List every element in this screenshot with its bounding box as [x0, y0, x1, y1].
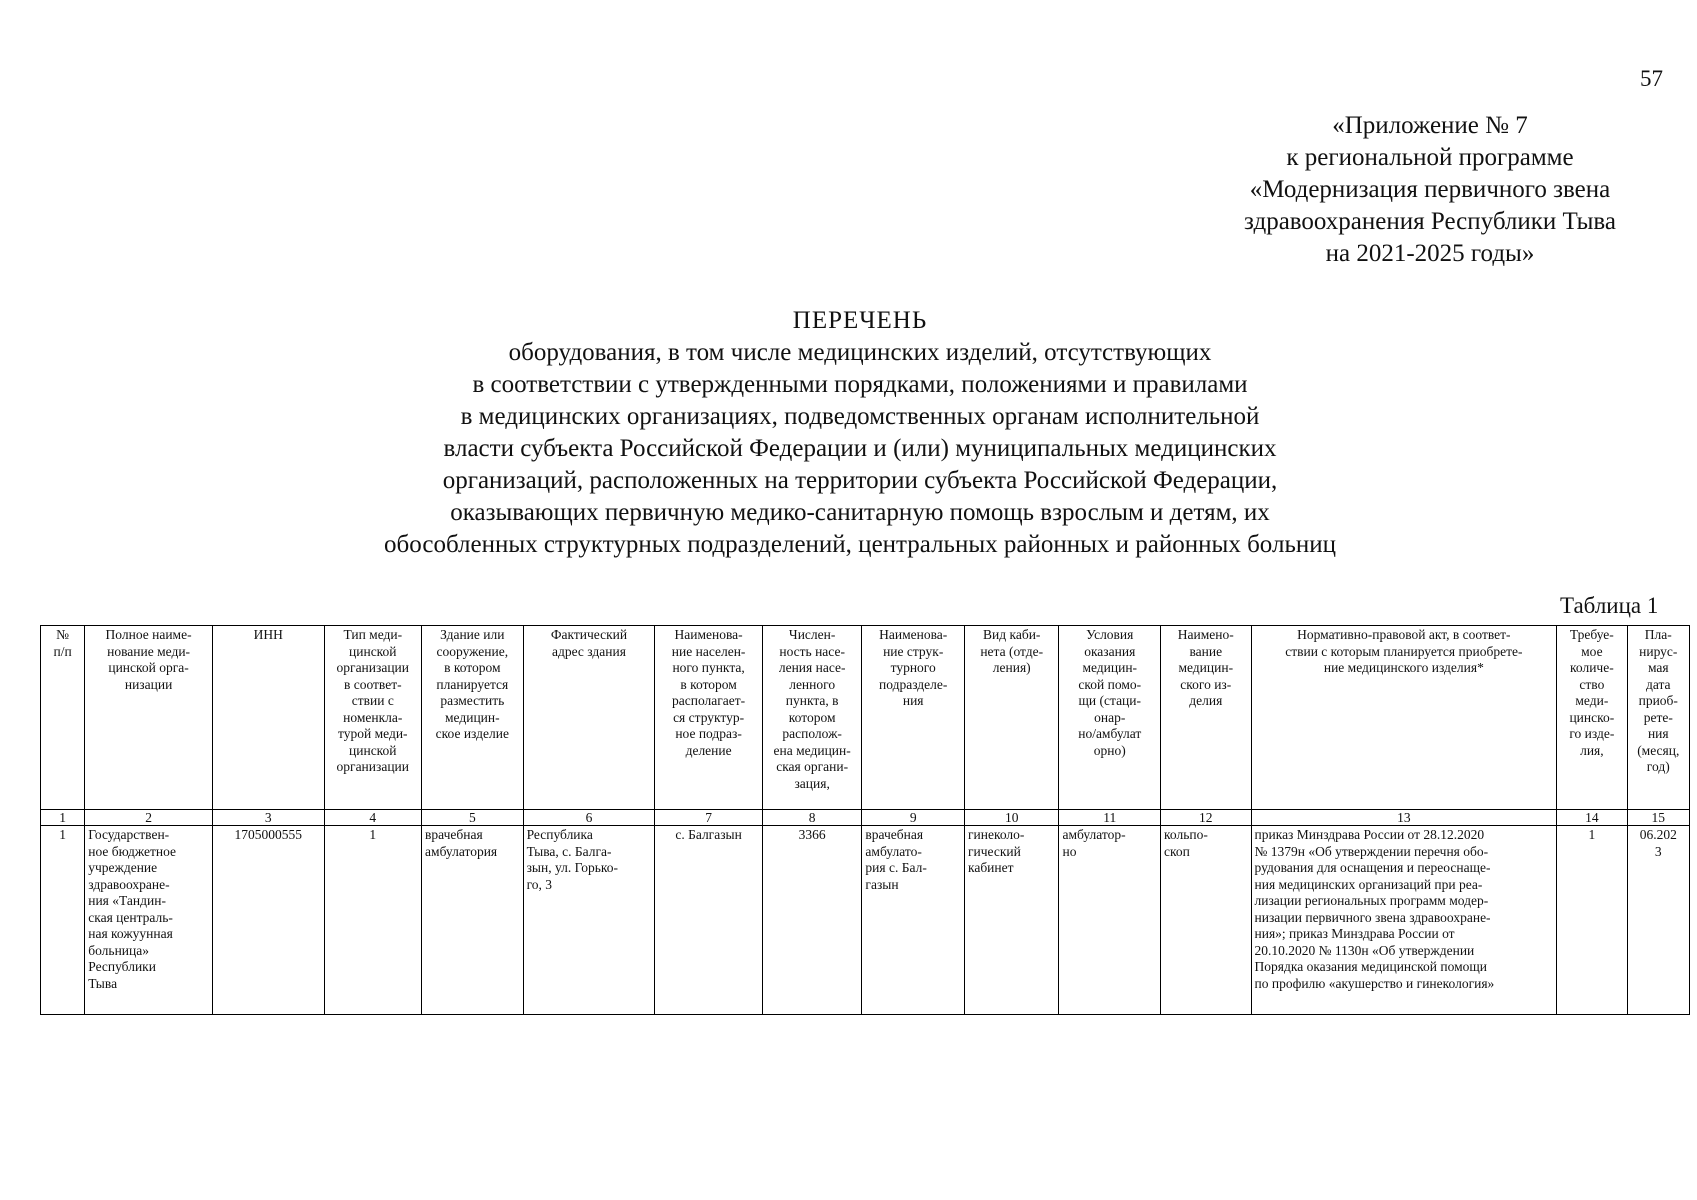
header-cell: Наименова- ние населен- ного пункта, в котором располагает- ся структур- ное подраз- деление — [655, 626, 763, 810]
header-cell: Нормативно-правовой акт, в соответ- ствии с которым планируется приобрете- ние медицинского изделия* — [1251, 626, 1557, 810]
cell-population: 3366 — [762, 826, 862, 1015]
column-number: 12 — [1161, 810, 1251, 826]
table-label: Таблица 1 — [1560, 593, 1659, 618]
heading-line: в соответствии с утвержденными порядками, положениями и правилами — [472, 371, 1248, 398]
cell-inn: 1705000555 — [212, 826, 324, 1015]
cell-settlement: с. Балгазын — [655, 826, 763, 1015]
document-title: ПЕРЕЧЕНЬ — [792, 307, 928, 334]
appendix-line: «Приложение № 7 — [1332, 112, 1528, 139]
header-cell: Пла- нирус- мая дата приоб- рете- ния (месяц, год) — [1627, 626, 1689, 810]
appendix-header — [1200, 110, 1660, 270]
appendix-line: к региональной программе — [1286, 144, 1574, 171]
page-number: 57 — [1640, 66, 1663, 91]
header-cell: Тип меди- цинской организации в соответ- ствии с номенкла- турой меди- цинской организации — [324, 626, 422, 810]
cell-cabinet-type: гинеколо- гический кабинет — [964, 826, 1059, 1015]
equipment-table — [40, 625, 1690, 1015]
column-number: 13 — [1251, 810, 1557, 826]
appendix-line: на 2021-2025 годы» — [1325, 240, 1535, 267]
column-number: 10 — [964, 810, 1059, 826]
header-cell: № п/п — [41, 626, 85, 810]
cell-device-name: кольпо- скоп — [1161, 826, 1251, 1015]
column-number: 7 — [655, 810, 763, 826]
heading-line: власти субъекта Российской Федерации и (или) муниципальных медицинских — [443, 435, 1277, 462]
column-number: 15 — [1627, 810, 1689, 826]
appendix-line: здравоохранения Республики Тыва — [1244, 208, 1616, 235]
column-number: 5 — [422, 810, 524, 826]
header-cell: Условия оказания медицин- ской помо- щи (стаци- онар- но/амбулат орно) — [1059, 626, 1161, 810]
column-number: 6 — [523, 810, 655, 826]
header-cell: Полное наиме- нование меди- цинской орга- низации — [85, 626, 213, 810]
column-number: 14 — [1557, 810, 1627, 826]
appendix-line: «Модернизация первичного звена — [1249, 176, 1611, 203]
column-number: 11 — [1059, 810, 1161, 826]
heading-line: оборудования, в том числе медицинских изделий, отсутствующих — [508, 339, 1212, 366]
header-row — [41, 626, 1690, 810]
column-number: 8 — [762, 810, 862, 826]
header-cell: Фактический адрес здания — [523, 626, 655, 810]
heading-line: в медицинских организациях, подведомственных органам исполнительной — [460, 403, 1260, 430]
cell-organization-name: Государствен- ное бюджетное учреждение здравоохране- ния «Тандин- ская централь- ная кожуунная больница» Республики Тыва — [85, 826, 213, 1015]
cell-care-conditions: амбулатор- но — [1059, 826, 1161, 1015]
table-row — [41, 826, 1690, 1015]
column-number: 4 — [324, 810, 422, 826]
heading-line: оказывающих первичную медико-санитарную помощь взрослым и детям, их — [450, 499, 1270, 526]
cell-subdivision: врачебная амбулато- рия с. Бал- газын — [862, 826, 965, 1015]
header-cell: Требуе- мое количе- ство меди- цинско- го изде- лия, — [1557, 626, 1627, 810]
cell-quantity: 1 — [1557, 826, 1627, 1015]
column-number: 3 — [212, 810, 324, 826]
header-cell: ИНН — [212, 626, 324, 810]
header-cell: Здание или сооружение, в котором планируется разместить медицин- ское изделие — [422, 626, 524, 810]
column-number: 9 — [862, 810, 965, 826]
cell-row-number: 1 — [41, 826, 85, 1015]
cell-address: Республика Тыва, с. Балга- зын, ул. Горько- го, 3 — [523, 826, 655, 1015]
header-cell: Наименова- ние струк- турного подразделе- ния — [862, 626, 965, 810]
header-cell: Вид каби- нета (отде- ления) — [964, 626, 1059, 810]
cell-legal-act: приказ Минздрава России от 28.12.2020 № 1379н «Об утверждении перечня обо- рудования для оснащения и переоснаще- ния медицинских организаций при реа- лизации региональных программ модер- низации первичного звена здравоохране- ния»; приказ Минздрава России от 20.10.2020 № 1130н «Об утверждении Порядка оказания медицинской помощи по профилю «акушерство и гинекология» — [1251, 826, 1557, 1015]
cell-purchase-date: 06.202 3 — [1627, 826, 1689, 1015]
header-cell: Наимено- вание медицин- ского из- делия — [1161, 626, 1251, 810]
column-number: 1 — [41, 810, 85, 826]
heading-line: обособленных структурных подразделений, центральных районных и районных больниц — [384, 531, 1336, 558]
column-number-row — [41, 810, 1690, 826]
column-number: 2 — [85, 810, 213, 826]
cell-organization-type: 1 — [324, 826, 422, 1015]
header-cell: Числен- ность насе- ления насе- ленного пункта, в котором располож- ена медицин- ская органи- зация, — [762, 626, 862, 810]
cell-building: врачебная амбулатория — [422, 826, 524, 1015]
document-heading — [270, 305, 1450, 561]
heading-line: организаций, расположенных на территории субъекта Российской Федерации, — [442, 467, 1278, 494]
